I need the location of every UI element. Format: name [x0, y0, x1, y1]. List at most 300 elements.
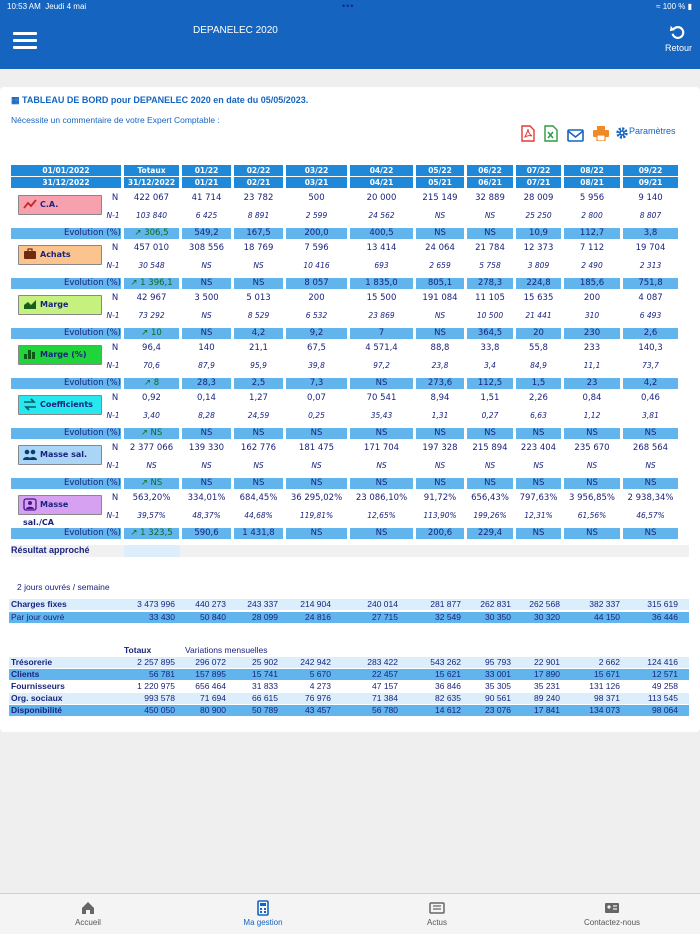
value-evolution: 112,5	[467, 378, 513, 389]
value-n: 11 105	[475, 293, 505, 303]
row-value: 43 457	[305, 705, 331, 715]
value-evolution: 805,1	[416, 278, 464, 289]
value-n1: 24 562	[368, 211, 395, 220]
column-header: 08/22	[564, 165, 620, 176]
row-label-n: N	[111, 443, 119, 453]
value-evolution: 4,2	[623, 378, 678, 389]
row-value: 450 050	[144, 705, 175, 715]
value-n1: NS	[146, 461, 157, 470]
value-evolution: NS	[564, 428, 620, 439]
row-value: 2 662	[598, 657, 620, 667]
home-icon	[80, 900, 96, 916]
value-n1: 35,43	[370, 411, 393, 420]
column-subheader: 03/21	[286, 177, 347, 188]
value-n1: NS	[484, 461, 496, 470]
value-evolution: 200,0	[286, 228, 347, 239]
value-n1: NS	[253, 461, 264, 470]
metric-label: Marge	[40, 300, 69, 309]
value-n1: 0,27	[481, 411, 499, 420]
value-evolution: NS	[564, 478, 620, 489]
metric-badge	[18, 295, 102, 315]
value-evolution: 167,5	[234, 228, 283, 239]
value-n1: 73 292	[138, 311, 165, 320]
value-n: 656,43%	[471, 493, 509, 503]
value-n1: NS	[253, 261, 264, 270]
value-n: 3 500	[194, 293, 219, 303]
value-evolution: 7	[350, 328, 413, 339]
value-n: 334,01%	[187, 493, 226, 503]
treasury-row	[9, 705, 689, 716]
variations-label: Variations mensuelles	[185, 645, 268, 655]
result-totals-cell	[124, 545, 180, 557]
value-evolution: 28,3	[182, 378, 231, 389]
column-subheader: 02/21	[234, 177, 283, 188]
row-value: 315 619	[647, 599, 678, 609]
value-n1: 10 500	[476, 311, 504, 320]
value-n: 684,45%	[239, 493, 278, 503]
row-label: Trésorerie	[11, 657, 53, 667]
value-n: 33,8	[480, 343, 500, 353]
briefcase-icon	[23, 248, 37, 261]
value-evolution: 278,3	[467, 278, 513, 289]
value-n1: NS	[201, 461, 212, 470]
value-n: 67,5	[307, 343, 326, 353]
row-value: 243 337	[247, 599, 278, 609]
row-value: 56 780	[372, 705, 398, 715]
value-n: 23 782	[243, 193, 274, 203]
row-label: Charges fixes	[11, 599, 67, 609]
value-n: 563,20%	[132, 493, 171, 503]
row-value: 15 671	[594, 669, 620, 679]
value-n1: 5 758	[479, 261, 501, 270]
settings-button[interactable]: Paramètres	[615, 126, 629, 140]
evolution-label: Evolution (%)	[11, 378, 121, 389]
value-n1: 39,57%	[137, 511, 166, 520]
value-n1: 97,2	[373, 361, 390, 370]
app-title: DEPANELEC 2020	[193, 25, 278, 36]
mail-icon[interactable]	[567, 127, 584, 146]
tab-label: Contactez-nous	[583, 918, 641, 927]
print-icon[interactable]	[593, 126, 609, 145]
value-n: 7 112	[579, 243, 605, 253]
row-value: 56 781	[149, 669, 175, 679]
row-value: 15 621	[435, 669, 461, 679]
value-n: 32 889	[475, 193, 505, 203]
value-n1: 2 490	[581, 261, 603, 270]
value-evolution: 112,7	[564, 228, 620, 239]
row-label-n: N	[111, 393, 119, 403]
row-value: 12 571	[652, 669, 678, 679]
charges-row	[9, 599, 689, 610]
value-evolution: 10,9	[516, 228, 561, 239]
row-label-n: N	[111, 343, 119, 353]
row-value: 157 895	[195, 669, 226, 679]
treasury-row	[9, 657, 689, 668]
row-label-n1: N-1	[106, 211, 120, 220]
user-icon	[23, 498, 37, 511]
value-n1: 6,63	[530, 411, 547, 420]
evolution-label: Evolution (%)	[11, 478, 121, 489]
pdf-icon[interactable]	[521, 125, 535, 146]
metric-label: Coefficients	[40, 400, 93, 409]
tab-actus[interactable]	[377, 900, 497, 927]
report-comment: Nécessite un commentaire de votre Expert Comptable :	[11, 115, 220, 125]
value-n: 2,26	[529, 393, 548, 403]
row-value: 89 240	[534, 693, 560, 703]
row-value: 31 833	[252, 681, 278, 691]
value-n1: NS	[533, 461, 544, 470]
value-evolution: 200,6	[416, 528, 464, 539]
menu-icon[interactable]	[13, 32, 37, 50]
value-n1: 30 548	[138, 261, 165, 270]
value-n1: 8,28	[198, 411, 215, 420]
value-evolution: NS	[350, 528, 413, 539]
value-evolution: 230	[564, 328, 620, 339]
value-n1: 12,31%	[524, 511, 553, 520]
row-value: 240 014	[367, 599, 398, 609]
row-value: 35 305	[485, 681, 511, 691]
metric-badge	[18, 395, 102, 415]
column-header: 01/01/2022	[11, 165, 121, 176]
row-value: 131 126	[589, 681, 620, 691]
value-n: 0,07	[307, 393, 326, 403]
column-subheader: 01/21	[182, 177, 231, 188]
value-n: 0,14	[197, 393, 216, 403]
row-value: 17 890	[534, 669, 560, 679]
value-n1: NS	[376, 461, 387, 470]
row-value: 36 846	[435, 681, 461, 691]
value-n1: NS	[201, 261, 212, 270]
value-evolution: 224,8	[516, 278, 561, 289]
tab-accueil[interactable]	[28, 900, 148, 927]
value-n: 21 784	[475, 243, 505, 253]
row-value: 281 877	[430, 599, 461, 609]
value-n1: 70,6	[143, 361, 160, 370]
value-n: 42 967	[136, 293, 167, 303]
row-label: Clients	[11, 669, 40, 679]
value-n: 140,3	[638, 343, 663, 353]
value-n1: 73,7	[642, 361, 659, 370]
value-n1: 25 250	[525, 211, 552, 220]
value-n1: 48,37%	[192, 511, 221, 520]
value-evolution: 8 057	[286, 278, 347, 289]
value-evolution: 7,3	[286, 378, 347, 389]
tab-label: Accueil	[75, 918, 101, 927]
value-n1: 113,90%	[423, 511, 457, 520]
value-n: 55,8	[529, 343, 548, 353]
value-n: 4 571,4	[365, 343, 398, 353]
value-n: 15 500	[366, 293, 397, 303]
value-n: 7 596	[304, 243, 329, 253]
column-header: 09/22	[623, 165, 678, 176]
tab-label: Ma gestion	[243, 918, 283, 927]
row-label-n1: N-1	[106, 311, 120, 320]
value-evolution: ↗ 306,5	[124, 228, 179, 239]
value-evolution: NS	[350, 478, 413, 489]
value-evolution: 185,6	[564, 278, 620, 289]
value-n: 41 714	[191, 193, 222, 203]
column-header: Totaux	[124, 165, 179, 176]
tab-bar	[0, 893, 700, 934]
treasury-row	[9, 669, 689, 680]
value-n: 70 541	[366, 393, 397, 403]
tab-ma-gestion[interactable]	[203, 900, 323, 927]
value-n1: 95,9	[250, 361, 267, 370]
row-value: 30 320	[534, 612, 560, 622]
evolution-label: Evolution (%)	[11, 528, 121, 539]
value-n: 21,1	[249, 343, 268, 353]
value-n1: 119,81%	[299, 511, 334, 520]
value-n1: 6 532	[305, 311, 328, 320]
row-value: 17 841	[534, 705, 560, 715]
evolution-label: Evolution (%)	[11, 228, 121, 239]
value-n1: 8 891	[247, 211, 270, 220]
row-value: 47 157	[372, 681, 398, 691]
line-chart-icon	[23, 198, 37, 211]
value-n: 422 067	[133, 193, 170, 203]
gear-icon	[615, 126, 629, 140]
value-n: 12 373	[523, 243, 554, 253]
row-value: 440 273	[195, 599, 226, 609]
value-evolution: NS	[416, 228, 464, 239]
value-n1: 0,25	[308, 411, 325, 420]
metric-label: Marge (%)	[40, 350, 87, 359]
row-value: 543 262	[430, 657, 461, 667]
row-value: 66 615	[252, 693, 278, 703]
value-n: 24 064	[425, 243, 455, 253]
metric-badge	[18, 445, 102, 465]
value-evolution: NS	[564, 528, 620, 539]
value-evolution: NS	[234, 428, 283, 439]
value-n: 96,4	[142, 343, 161, 353]
value-n1: 2 599	[305, 211, 328, 220]
value-n: 88,8	[430, 343, 450, 353]
row-value: 82 635	[435, 693, 461, 703]
row-label-n: N	[111, 293, 119, 303]
column-subheader: 08/21	[564, 177, 620, 188]
status-time: 10:53 AM Jeudi 4 mai	[7, 2, 87, 11]
value-n: 18 769	[243, 243, 274, 253]
row-label-n1: N-1	[106, 261, 120, 270]
value-n1: NS	[201, 311, 212, 320]
value-n1: NS	[484, 211, 496, 220]
value-n: 1,51	[480, 393, 500, 403]
value-n1: NS	[434, 211, 446, 220]
value-evolution: ↗ 1 323,5	[124, 528, 179, 539]
report-title: ▦ TABLEAU DE BORD pour DEPANELEC 2020 en date du 05/05/2023.	[11, 95, 309, 105]
column-subheader: 05/21	[416, 177, 464, 188]
row-value: 50 840	[200, 612, 226, 622]
value-evolution: 400,5	[350, 228, 413, 239]
metric-badge	[18, 245, 102, 265]
row-value: 134 073	[589, 705, 620, 715]
value-evolution: 229,4	[467, 528, 513, 539]
excel-icon[interactable]	[544, 125, 558, 146]
row-value: 283 422	[367, 657, 398, 667]
row-value: 25 902	[252, 657, 278, 667]
value-evolution: NS	[286, 478, 347, 489]
value-evolution: NS	[416, 478, 464, 489]
value-n1: 310	[584, 311, 600, 320]
value-n1: NS	[311, 461, 322, 470]
value-n1: 11,1	[583, 361, 601, 370]
row-value: 33 001	[485, 669, 511, 679]
value-evolution: ↗ NS	[124, 428, 179, 439]
value-n1: NS	[586, 461, 598, 470]
column-subheader: 07/21	[516, 177, 561, 188]
value-evolution: 2,6	[623, 328, 678, 339]
value-n: 36 295,02%	[290, 493, 343, 503]
row-value: 32 549	[435, 612, 461, 622]
column-header: 04/22	[350, 165, 413, 176]
value-evolution: NS	[467, 428, 513, 439]
row-value: 22 901	[534, 657, 560, 667]
row-value: 36 446	[652, 612, 678, 622]
row-value: 23 076	[485, 705, 511, 715]
value-n1: 2 659	[429, 261, 451, 270]
row-label-n1: N-1	[106, 361, 120, 370]
value-n: 268 564	[632, 443, 669, 453]
tab-label: Actus	[426, 918, 447, 927]
row-label-n: N	[111, 243, 119, 253]
row-value: 28 099	[252, 612, 278, 622]
value-n1: NS	[434, 461, 446, 470]
value-n1: 3,40	[143, 411, 160, 420]
row-value: 656 464	[195, 681, 226, 691]
value-evolution: NS	[350, 428, 413, 439]
value-n1: 693	[374, 261, 389, 270]
value-n: 2 377 066	[129, 443, 174, 453]
metric-label: Achats	[40, 250, 71, 259]
column-subheader: 09/21	[623, 177, 678, 188]
value-evolution: 2,5	[234, 378, 283, 389]
exchange-icon	[23, 398, 37, 411]
back-label: Retour	[664, 43, 692, 53]
undo-icon	[669, 23, 687, 41]
tab-contactez-nous[interactable]	[552, 900, 672, 927]
value-evolution: 751,8	[623, 278, 678, 289]
row-value: 113 545	[647, 693, 678, 703]
value-n: 197 328	[422, 443, 458, 453]
value-n1: 44,68%	[244, 511, 273, 520]
row-value: 15 741	[252, 669, 278, 679]
row-value: 993 578	[144, 693, 175, 703]
row-label-n1: N-1	[106, 461, 120, 470]
row-value: 5 670	[309, 669, 331, 679]
value-evolution: NS	[286, 528, 347, 539]
status-bar	[0, 0, 700, 13]
value-n: 191 084	[422, 293, 458, 303]
value-n: 0,84	[582, 393, 602, 403]
value-n: 5 956	[579, 193, 605, 203]
value-n: 235 670	[574, 443, 610, 453]
row-value: 98 371	[594, 693, 620, 703]
value-n: 140	[198, 343, 215, 353]
row-value: 71 384	[372, 693, 398, 703]
column-header: 02/22	[234, 165, 283, 176]
value-n: 500	[308, 193, 325, 203]
value-n: 20 000	[366, 193, 397, 203]
metric-label: C.A.	[40, 200, 59, 209]
value-n1: 10 416	[303, 261, 330, 270]
value-n1: 23 869	[368, 311, 395, 320]
row-label: Org. sociaux	[11, 693, 63, 703]
value-n1: 2 800	[581, 211, 603, 220]
result-label: Résultat approché	[11, 545, 90, 555]
value-n1: 21 441	[525, 311, 552, 320]
column-subheader: 31/12/2022	[124, 177, 179, 188]
value-evolution: 364,5	[467, 328, 513, 339]
row-value: 214 904	[300, 599, 331, 609]
value-n1: 23,8	[431, 361, 449, 370]
metric-badge	[18, 345, 102, 365]
value-evolution: ↗ 10	[124, 328, 179, 339]
value-n1: 87,9	[198, 361, 215, 370]
column-header: 03/22	[286, 165, 347, 176]
row-value: 76 976	[305, 693, 331, 703]
value-evolution: NS	[234, 278, 283, 289]
value-evolution: NS	[182, 478, 231, 489]
row-value: 4 273	[309, 681, 331, 691]
value-n1: 3,81	[642, 411, 659, 420]
row-value: 22 457	[372, 669, 398, 679]
status-dots: •••	[342, 1, 355, 11]
value-evolution: 590,6	[182, 528, 231, 539]
row-label: Fournisseurs	[11, 681, 65, 691]
metric-label: Masse sal./CA	[23, 500, 69, 527]
value-evolution: NS	[182, 278, 231, 289]
row-value: 44 150	[594, 612, 620, 622]
result-row	[11, 545, 689, 557]
evolution-label: Evolution (%)	[11, 328, 121, 339]
value-evolution: NS	[416, 328, 464, 339]
value-n1: NS	[434, 311, 446, 320]
value-evolution: NS	[467, 228, 513, 239]
value-n1: 6 425	[195, 211, 218, 220]
calculator-icon	[255, 900, 271, 916]
value-n: 223 404	[520, 443, 557, 453]
value-evolution: NS	[623, 528, 678, 539]
value-n1: 61,56%	[577, 511, 607, 520]
value-n1: 1,12	[583, 411, 601, 420]
back-button[interactable]	[665, 23, 692, 53]
value-n1: NS	[645, 461, 656, 470]
row-value: 1 220 975	[137, 681, 175, 691]
value-n1: 1,31	[431, 411, 449, 420]
value-evolution: NS	[350, 378, 413, 389]
value-evolution: NS	[516, 428, 561, 439]
row-value: 262 568	[529, 599, 560, 609]
value-n: 19 704	[635, 243, 666, 253]
value-evolution: 20	[516, 328, 561, 339]
newspaper-icon	[429, 900, 445, 916]
value-n: 215 894	[472, 443, 508, 453]
row-value: 124 416	[647, 657, 678, 667]
value-evolution: 1,5	[516, 378, 561, 389]
value-n1: 24,59	[247, 411, 270, 420]
row-label-n: N	[111, 193, 119, 203]
value-evolution: NS	[516, 528, 561, 539]
row-value: 296 072	[195, 657, 226, 667]
value-evolution: ↗ 1 396,1	[124, 278, 179, 289]
per-day-row	[9, 612, 689, 623]
row-value: 27 715	[372, 612, 398, 622]
value-evolution: NS	[416, 428, 464, 439]
value-evolution: NS	[516, 478, 561, 489]
dashboard-table	[0, 165, 700, 538]
column-subheader: 06/21	[467, 177, 513, 188]
row-value: 30 350	[485, 612, 511, 622]
